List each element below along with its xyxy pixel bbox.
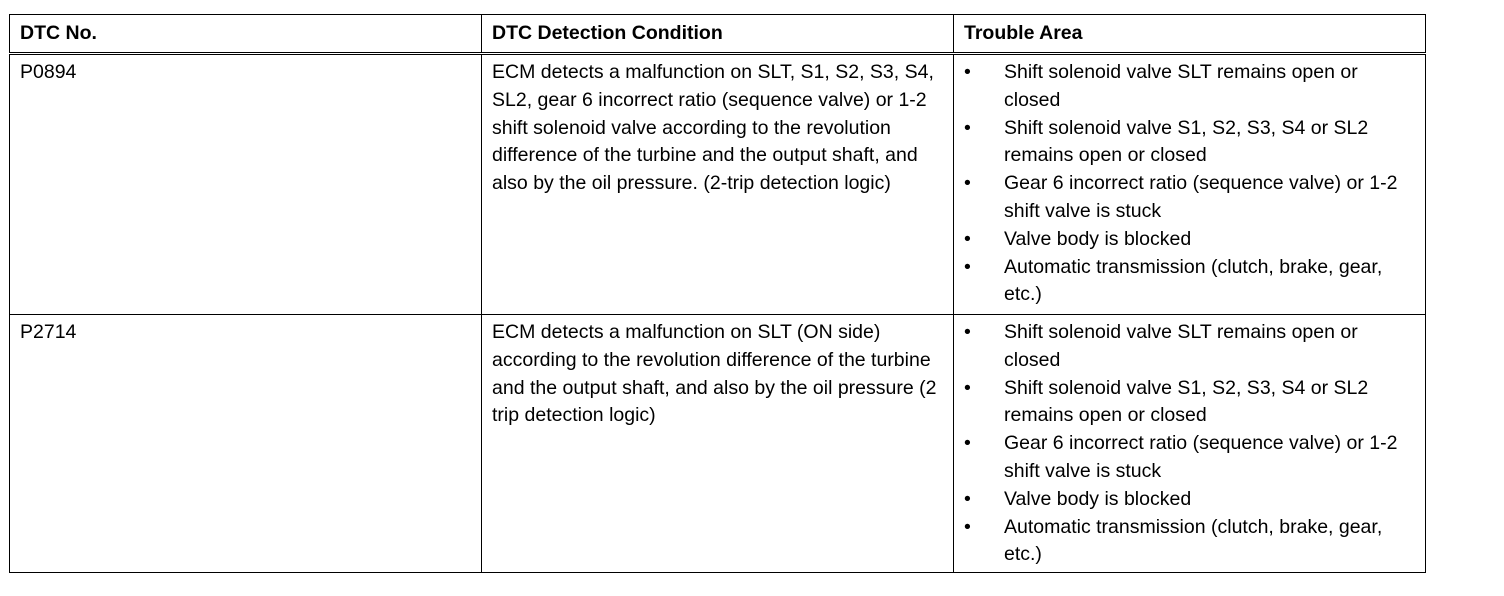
list-item-text: Automatic transmission (clutch, brake, gear, etc.): [1004, 515, 1383, 566]
list-item-text: Shift solenoid valve SLT remains open or closed: [1004, 321, 1358, 371]
list-item: [964, 514, 1415, 570]
bullet: •: [964, 515, 971, 538]
list-item: [964, 115, 1415, 171]
bullet: •: [964, 321, 971, 343]
dtc-code-cell: P2714: [10, 315, 482, 573]
dtc-code-cell: P0894: [10, 54, 482, 315]
bullet: •: [964, 255, 971, 278]
list-item-text: Shift solenoid valve SLT remains open or closed: [1004, 61, 1358, 111]
table-row: [10, 315, 1426, 573]
header-dtc-no: DTC No.: [10, 15, 482, 54]
list-item: [964, 254, 1415, 310]
list-item: [964, 430, 1415, 486]
list-item-text: Valve body is blocked: [1004, 227, 1192, 250]
list-item: [964, 226, 1415, 254]
list-item-text: Shift solenoid valve S1, S2, S3, S4 or SL2 remains open or closed: [1004, 376, 1369, 427]
header-detection-condition: DTC Detection Condition: [482, 15, 954, 54]
list-item: [964, 59, 1415, 115]
detection-condition-cell: ECM detects a malfunction on SLT, S1, S2, S3, S4, SL2, gear 6 incorrect ratio (sequence valve) or 1-2 shift solenoid valve according to the revolution difference of the turbine and the output shaft, and also by the oil pressure. (2-trip detection logic): [482, 54, 954, 315]
list-item-text: Gear 6 incorrect ratio (sequence valve) or 1-2 shift valve is stuck: [1004, 172, 1398, 222]
list-item: [964, 486, 1415, 514]
list-item-text: Shift solenoid valve S1, S2, S3, S4 or SL2 remains open or closed: [1004, 116, 1369, 167]
dtc-table: [9, 14, 1426, 573]
list-item-text: Automatic transmission (clutch, brake, gear, etc.): [1004, 255, 1383, 306]
bullet: •: [964, 227, 971, 250]
bullet: •: [964, 61, 971, 83]
bullet: •: [964, 487, 971, 510]
bullet: •: [964, 432, 971, 455]
list-item-text: Gear 6 incorrect ratio (sequence valve) or 1-2 shift valve is stuck: [1004, 432, 1398, 482]
trouble-area-list: [964, 59, 1415, 309]
detection-condition-cell: ECM detects a malfunction on SLT (ON side) according to the revolution difference of the turbine and the output shaft, and also by the oil pressure (2 trip detection logic): [482, 315, 954, 573]
header-trouble-area: Trouble Area: [954, 15, 1426, 54]
list-item: [964, 375, 1415, 431]
table-row: [10, 54, 1426, 315]
bullet: •: [964, 376, 971, 399]
list-item-text: Valve body is blocked: [1004, 487, 1192, 510]
bullet: •: [964, 172, 971, 195]
bullet: •: [964, 116, 971, 139]
list-item: [964, 170, 1415, 226]
list-item: [964, 319, 1415, 375]
trouble-area-cell: [954, 54, 1426, 315]
table-header-row: [10, 15, 1426, 54]
trouble-area-list: [964, 319, 1415, 569]
trouble-area-cell: [954, 315, 1426, 573]
